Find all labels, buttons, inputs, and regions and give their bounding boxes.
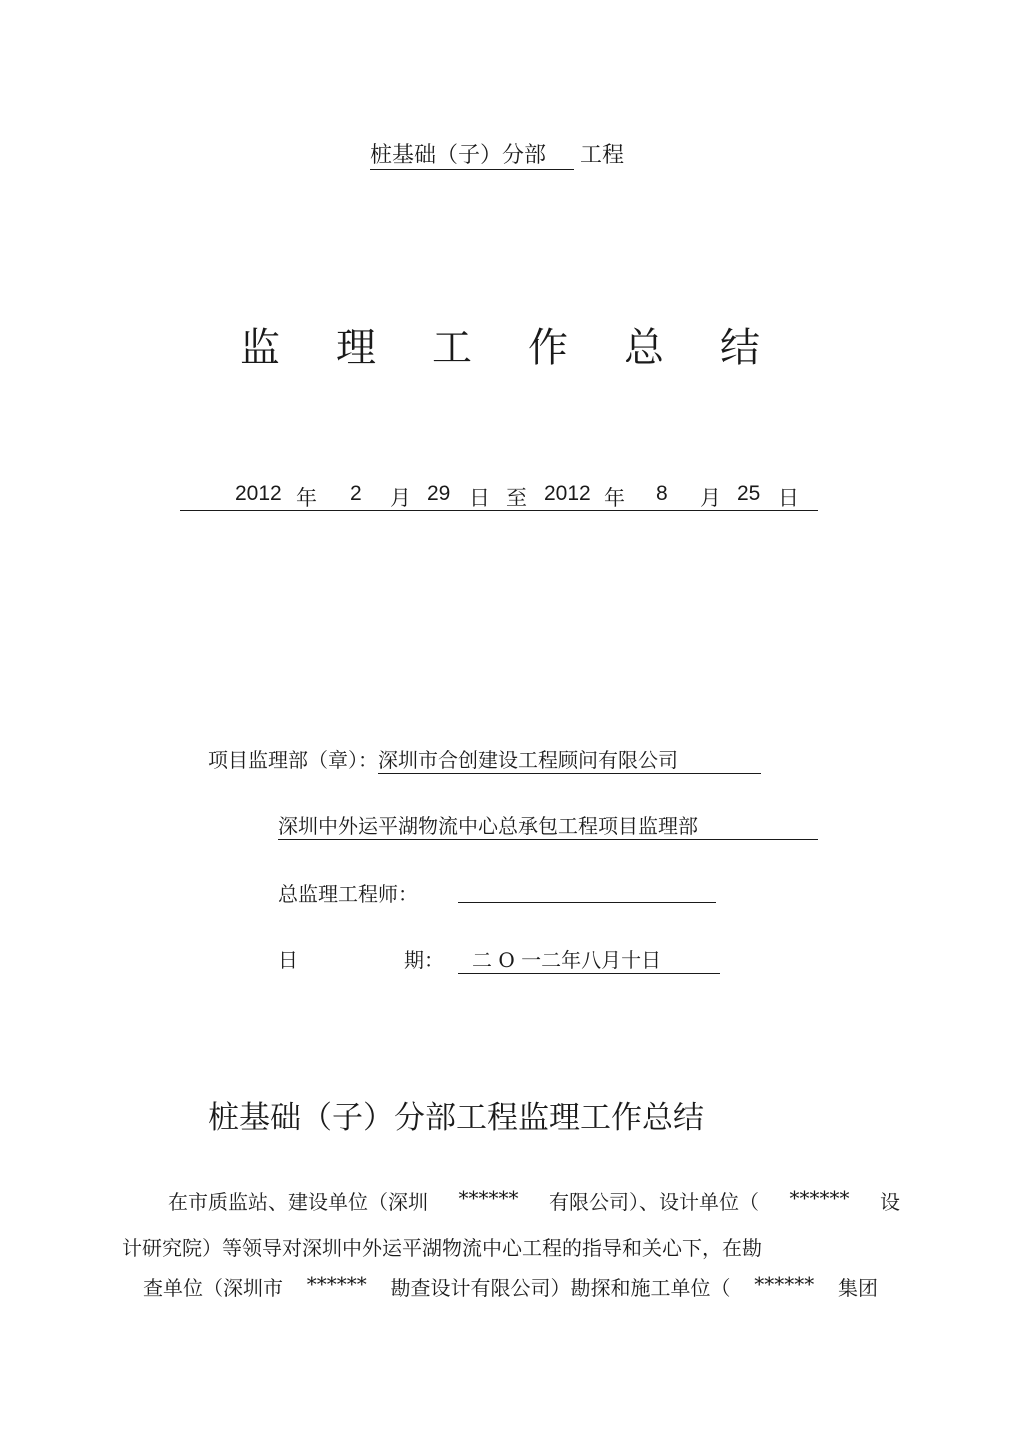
- body-line-3: [143, 1272, 878, 1301]
- start-year: 2012: [235, 482, 282, 505]
- date-label-a: 日: [278, 948, 298, 972]
- project-title-line: [370, 138, 624, 170]
- main-title-char: 作: [528, 325, 568, 371]
- date-value-text: 二 O 一二年八月十日: [472, 948, 662, 972]
- main-title-char: 理: [336, 325, 376, 371]
- end-day: 25: [737, 482, 761, 505]
- period-line: [180, 482, 818, 511]
- body-text: ******: [458, 1186, 519, 1210]
- body-text: 有限公司）、设计单位（: [549, 1190, 759, 1214]
- year-char: 年: [604, 486, 625, 510]
- project-dept: [278, 810, 818, 840]
- supervision-company: 深圳市合创建设工程顾问有限公司: [378, 744, 761, 774]
- body-line-1: [168, 1186, 900, 1215]
- year-char: 年: [296, 486, 317, 510]
- date-label-b: 期：: [404, 948, 444, 972]
- date-value: [458, 944, 720, 974]
- body-text: 集团: [838, 1276, 878, 1300]
- supervision-label: 项目监理部（章）：: [208, 748, 378, 772]
- to-char: 至: [506, 486, 527, 510]
- section-heading: 桩基础（子）分部工程监理工作总结: [208, 1100, 704, 1136]
- day-char: 日: [778, 486, 799, 510]
- day-char: 日: [469, 486, 490, 510]
- body-text: ******: [789, 1186, 850, 1210]
- body-text: ******: [306, 1272, 367, 1296]
- body-text: 查单位（深圳市: [143, 1276, 283, 1300]
- chief-engineer-field: [458, 880, 716, 903]
- month-char: 月: [390, 486, 411, 510]
- body-text: 设: [880, 1190, 900, 1214]
- supervision-dept-line: [208, 744, 761, 774]
- end-month: 8: [656, 482, 668, 505]
- main-title-char: 总: [624, 325, 664, 371]
- project-name: 桩基础（子）分部: [370, 138, 574, 170]
- start-month: 2: [350, 482, 362, 505]
- project-dept-text: 深圳中外运平湖物流中心总承包工程项目监理部: [278, 814, 698, 838]
- end-year: 2012: [544, 482, 591, 505]
- project-suffix: 工程: [580, 143, 625, 168]
- body-text: ******: [754, 1272, 815, 1296]
- chief-engineer-label: 总监理工程师：: [278, 882, 418, 906]
- main-title-char: 监: [240, 325, 280, 371]
- body-line-2: 计研究院）等领导对深圳中外运平湖物流中心工程的指导和关心下，在勘: [122, 1236, 762, 1260]
- main-title-char: 工: [432, 325, 472, 371]
- body-text: 在市质监站、建设单位（深圳: [168, 1190, 428, 1214]
- month-char: 月: [700, 486, 721, 510]
- main-title-char: 结: [720, 325, 760, 371]
- start-day: 29: [427, 482, 451, 505]
- body-text: 勘查设计有限公司）勘探和施工单位（: [390, 1276, 731, 1300]
- main-title: [240, 316, 760, 373]
